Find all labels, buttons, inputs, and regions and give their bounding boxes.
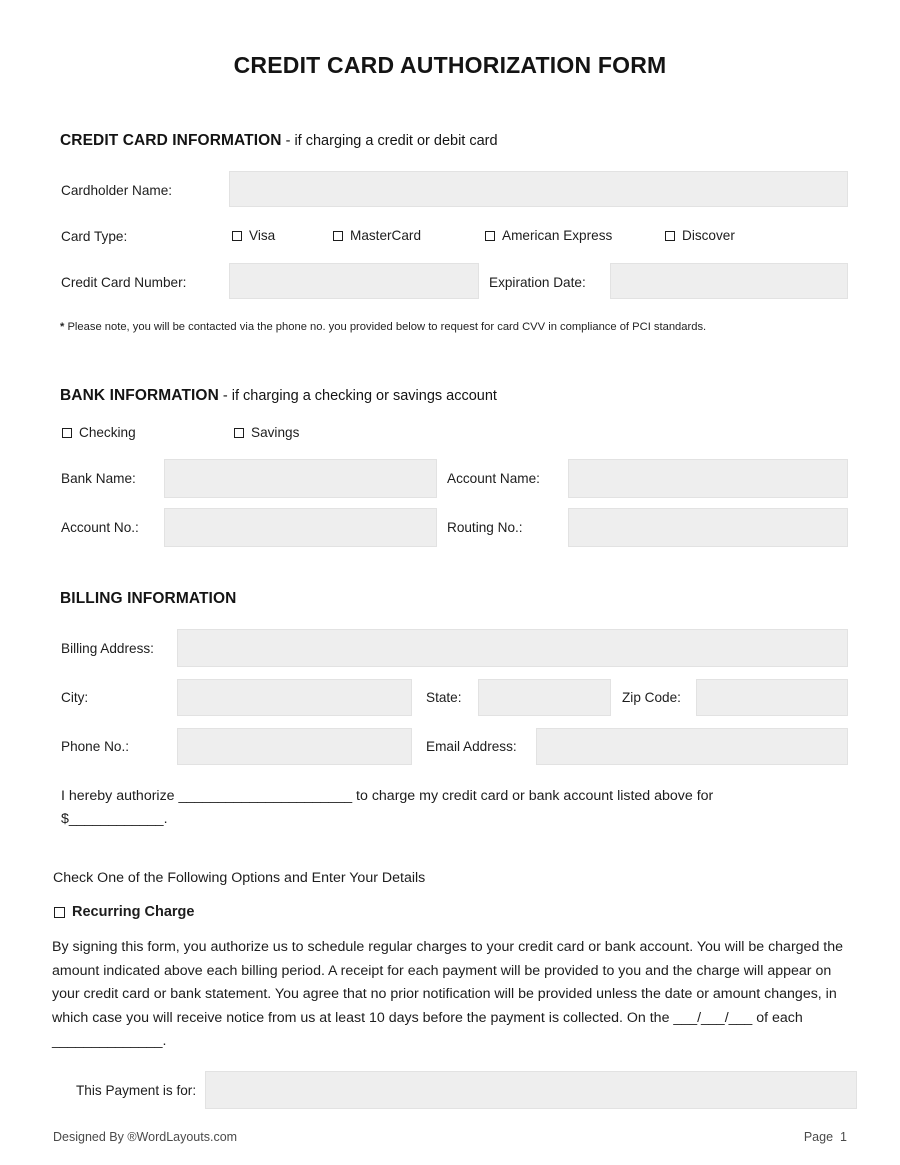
authorization-line-2: $____________. [61, 811, 168, 827]
cardholder-name-label: Cardholder Name: [61, 183, 173, 198]
card-type-label: Card Type: [61, 229, 128, 244]
account-no-input[interactable] [164, 508, 437, 547]
bank-name-input[interactable] [164, 459, 437, 498]
account-name-input[interactable] [568, 459, 848, 498]
card-type-discover-label: Discover [682, 228, 735, 243]
account-type-savings-label: Savings [251, 425, 300, 440]
billing-section-heading [60, 590, 236, 608]
phone-no-input[interactable] [177, 728, 412, 765]
page-title: CREDIT CARD AUTHORIZATION FORM [233, 52, 667, 78]
checkbox-icon [54, 907, 65, 918]
checkbox-icon [333, 231, 343, 241]
bank-section-heading [60, 387, 497, 405]
credit-card-section-heading [60, 132, 498, 150]
city-input[interactable] [177, 679, 412, 716]
payment-for-input[interactable] [205, 1071, 857, 1109]
zip-code-input[interactable] [696, 679, 848, 716]
cvv-compliance-note [60, 321, 706, 333]
cvv-note-asterisk: * [60, 321, 65, 333]
account-name-label: Account Name: [447, 471, 540, 486]
account-type-checking-label: Checking [79, 425, 136, 440]
phone-no-label: Phone No.: [61, 739, 130, 754]
bank-heading-sub: - if charging a checking or savings account [218, 388, 497, 404]
billing-address-label: Billing Address: [61, 641, 154, 656]
state-label: State: [426, 690, 462, 705]
authorization-line-1: I hereby authorize ______________________ to charge my credit card or bank account listed above for [61, 788, 714, 804]
credit-card-number-input[interactable] [229, 263, 479, 299]
zip-code-label: Zip Code: [622, 690, 681, 705]
credit-card-heading-sub: - if charging a credit or debit card [281, 133, 498, 149]
checkbox-icon [232, 231, 242, 241]
card-type-discover-checkbox[interactable] [665, 229, 735, 243]
checkbox-icon [234, 428, 244, 438]
billing-heading-strong: BILLING INFORMATION [60, 590, 237, 607]
email-address-label: Email Address: [426, 739, 517, 754]
routing-no-input[interactable] [568, 508, 848, 547]
card-type-mastercard-checkbox[interactable] [333, 229, 421, 243]
footer-designed-by: Designed By ®WordLayouts.com [53, 1130, 238, 1144]
checkbox-icon [62, 428, 72, 438]
footer-page-indicator [804, 1130, 847, 1144]
recurring-charge-label: Recurring Charge [72, 904, 195, 920]
account-type-checking-checkbox[interactable] [62, 426, 136, 440]
recurring-charge-description: By signing this form, you authorize us to schedule regular charges to your credit card or bank account. You will be charged the amount indicated above each billing period. A receipt for each payment will be provided to you and the charge will appear on your credit card or bank statement. You agree that no prior notification will be provided unless the date or amount changes, in which case you will receive notice from us at least 10 days before the payment is collected. On the ___/___/___ of each ______________. [52, 939, 844, 1049]
footer-page-label: Page [803, 1130, 834, 1144]
payment-for-label: This Payment is for: [76, 1083, 197, 1098]
credit-card-number-label: Credit Card Number: [61, 275, 187, 290]
recurring-charge-checkbox[interactable] [54, 905, 194, 920]
cardholder-name-input[interactable] [229, 171, 848, 207]
checkbox-icon [485, 231, 495, 241]
cvv-note-text: Please note, you will be contacted via the phone no. you provided below to request for card CVV in compliance of PCI standards. [64, 321, 707, 333]
options-instruction: Check One of the Following Options and Enter Your Details [53, 870, 426, 886]
billing-address-input[interactable] [177, 629, 848, 667]
account-no-label: Account No.: [61, 520, 139, 535]
checkbox-icon [665, 231, 675, 241]
account-type-savings-checkbox[interactable] [234, 426, 299, 440]
state-input[interactable] [478, 679, 611, 716]
card-type-mastercard-label: MasterCard [350, 228, 422, 243]
expiration-date-label: Expiration Date: [489, 275, 586, 290]
card-type-visa-checkbox[interactable] [232, 229, 275, 243]
card-type-american-express-label: American Express [502, 228, 613, 243]
footer-page-number: 1 [840, 1130, 847, 1144]
email-address-input[interactable] [536, 728, 848, 765]
routing-no-label: Routing No.: [447, 520, 523, 535]
bank-name-label: Bank Name: [61, 471, 136, 486]
bank-heading-strong: BANK INFORMATION [60, 387, 219, 404]
card-type-american-express-checkbox[interactable] [485, 229, 612, 243]
expiration-date-input[interactable] [610, 263, 848, 299]
card-type-visa-label: Visa [249, 228, 276, 243]
city-label: City: [61, 690, 89, 705]
credit-card-heading-strong: CREDIT CARD INFORMATION [60, 132, 282, 149]
